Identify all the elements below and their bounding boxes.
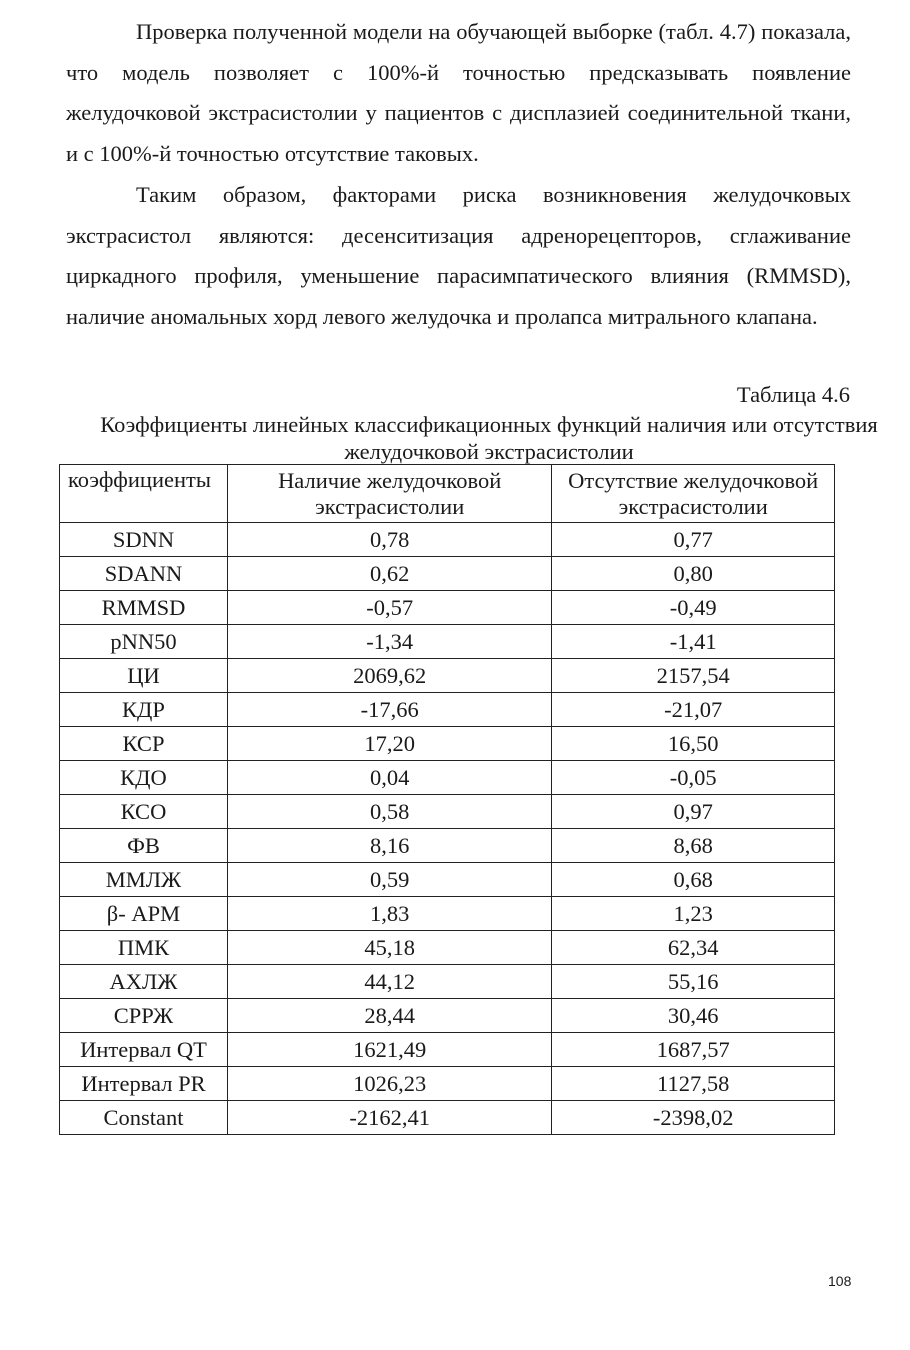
paragraph-model-check — [66, 12, 851, 174]
table-header-row — [60, 465, 835, 523]
paragraph-text: Таким образом, факторами риска возникновения желудочковых экстрасистол являются: десенситизация адренорецепторов, сглаживание циркадного профиля, уменьшение парасимпатического влияния (RMMSD), наличие аномальных хорд левого желудочка и пролапса митрального клапана. — [66, 182, 851, 329]
presence-value-cell: 1026,23 — [227, 1067, 551, 1101]
absence-value-cell: 30,46 — [552, 999, 835, 1033]
table-row — [60, 1101, 835, 1135]
coefficient-name-cell: СРРЖ — [60, 999, 228, 1033]
table-caption: Коэффициенты линейных классификационных функций наличия или отсутствия желудочковой экстрасистолии — [100, 412, 878, 464]
presence-value-cell: 0,04 — [227, 761, 551, 795]
paragraph-risk-factors — [66, 175, 851, 337]
absence-value-cell: 0,97 — [552, 795, 835, 829]
absence-value-cell: 0,80 — [552, 557, 835, 591]
table-row — [60, 591, 835, 625]
absence-value-cell: 62,34 — [552, 931, 835, 965]
presence-value-cell: 44,12 — [227, 965, 551, 999]
absence-value-cell: 0,77 — [552, 523, 835, 557]
presence-value-cell: 2069,62 — [227, 659, 551, 693]
absence-value-cell: 55,16 — [552, 965, 835, 999]
coefficient-name-cell: ММЛЖ — [60, 863, 228, 897]
coefficients-table — [59, 464, 835, 1135]
coefficient-name-cell: КСР — [60, 727, 228, 761]
coefficient-name-cell: КСО — [60, 795, 228, 829]
table-row — [60, 659, 835, 693]
table-row — [60, 727, 835, 761]
coefficient-name-cell: SDNN — [60, 523, 228, 557]
absence-value-cell: 16,50 — [552, 727, 835, 761]
column-header-absence: Отсутствие желудочковой экстрасистолии — [552, 465, 835, 523]
coefficient-name-cell: АХЛЖ — [60, 965, 228, 999]
absence-value-cell: 0,68 — [552, 863, 835, 897]
presence-value-cell: 17,20 — [227, 727, 551, 761]
table-row — [60, 931, 835, 965]
absence-value-cell: 2157,54 — [552, 659, 835, 693]
presence-value-cell: 1621,49 — [227, 1033, 551, 1067]
presence-value-cell: 0,78 — [227, 523, 551, 557]
presence-value-cell: 8,16 — [227, 829, 551, 863]
table-row — [60, 999, 835, 1033]
table-row — [60, 625, 835, 659]
presence-value-cell: 1,83 — [227, 897, 551, 931]
table-row — [60, 863, 835, 897]
absence-value-cell: 1,23 — [552, 897, 835, 931]
coefficient-name-cell: ЦИ — [60, 659, 228, 693]
table-row — [60, 557, 835, 591]
table-body — [60, 523, 835, 1135]
paragraph-text: Проверка полученной модели на обучающей выборке (табл. 4.7) показала, что модель позволяет с 100%-й точностью предсказывать появление желудочковой экстрасистолии у пациентов с дисплазией соединительной ткани, и с 100%-й точностью отсутствие таковых. — [66, 19, 851, 166]
presence-value-cell: -0,57 — [227, 591, 551, 625]
presence-value-cell: -17,66 — [227, 693, 551, 727]
coefficient-name-cell: β- АРМ — [60, 897, 228, 931]
absence-value-cell: -1,41 — [552, 625, 835, 659]
presence-value-cell: -1,34 — [227, 625, 551, 659]
coefficient-name-cell: Constant — [60, 1101, 228, 1135]
table-row — [60, 761, 835, 795]
absence-value-cell: -2398,02 — [552, 1101, 835, 1135]
coefficient-name-cell: Интервал QT — [60, 1033, 228, 1067]
presence-value-cell: -2162,41 — [227, 1101, 551, 1135]
absence-value-cell: -21,07 — [552, 693, 835, 727]
absence-value-cell: 1687,57 — [552, 1033, 835, 1067]
table-row — [60, 693, 835, 727]
presence-value-cell: 0,59 — [227, 863, 551, 897]
table-row — [60, 523, 835, 557]
presence-value-cell: 28,44 — [227, 999, 551, 1033]
presence-value-cell: 0,58 — [227, 795, 551, 829]
coefficient-name-cell: Интервал PR — [60, 1067, 228, 1101]
table-row — [60, 795, 835, 829]
coefficient-name-cell: RMMSD — [60, 591, 228, 625]
absence-value-cell: -0,05 — [552, 761, 835, 795]
column-header-presence: Наличие желудочковой экстрасистолии — [227, 465, 551, 523]
table-row — [60, 1067, 835, 1101]
coefficient-name-cell: ПМК — [60, 931, 228, 965]
presence-value-cell: 0,62 — [227, 557, 551, 591]
presence-value-cell: 45,18 — [227, 931, 551, 965]
page-number: 108 — [828, 1273, 852, 1289]
coefficient-name-cell: pNN50 — [60, 625, 228, 659]
table-row — [60, 829, 835, 863]
absence-value-cell: 1127,58 — [552, 1067, 835, 1101]
table-row — [60, 965, 835, 999]
coefficient-name-cell: ФВ — [60, 829, 228, 863]
column-header-coefficients: коэффициенты — [60, 465, 228, 523]
coefficient-name-cell: КДР — [60, 693, 228, 727]
absence-value-cell: 8,68 — [552, 829, 835, 863]
coefficient-name-cell: SDANN — [60, 557, 228, 591]
table-row — [60, 897, 835, 931]
table-row — [60, 1033, 835, 1067]
coefficient-name-cell: КДО — [60, 761, 228, 795]
table-number: Таблица 4.6 — [736, 382, 850, 407]
absence-value-cell: -0,49 — [552, 591, 835, 625]
